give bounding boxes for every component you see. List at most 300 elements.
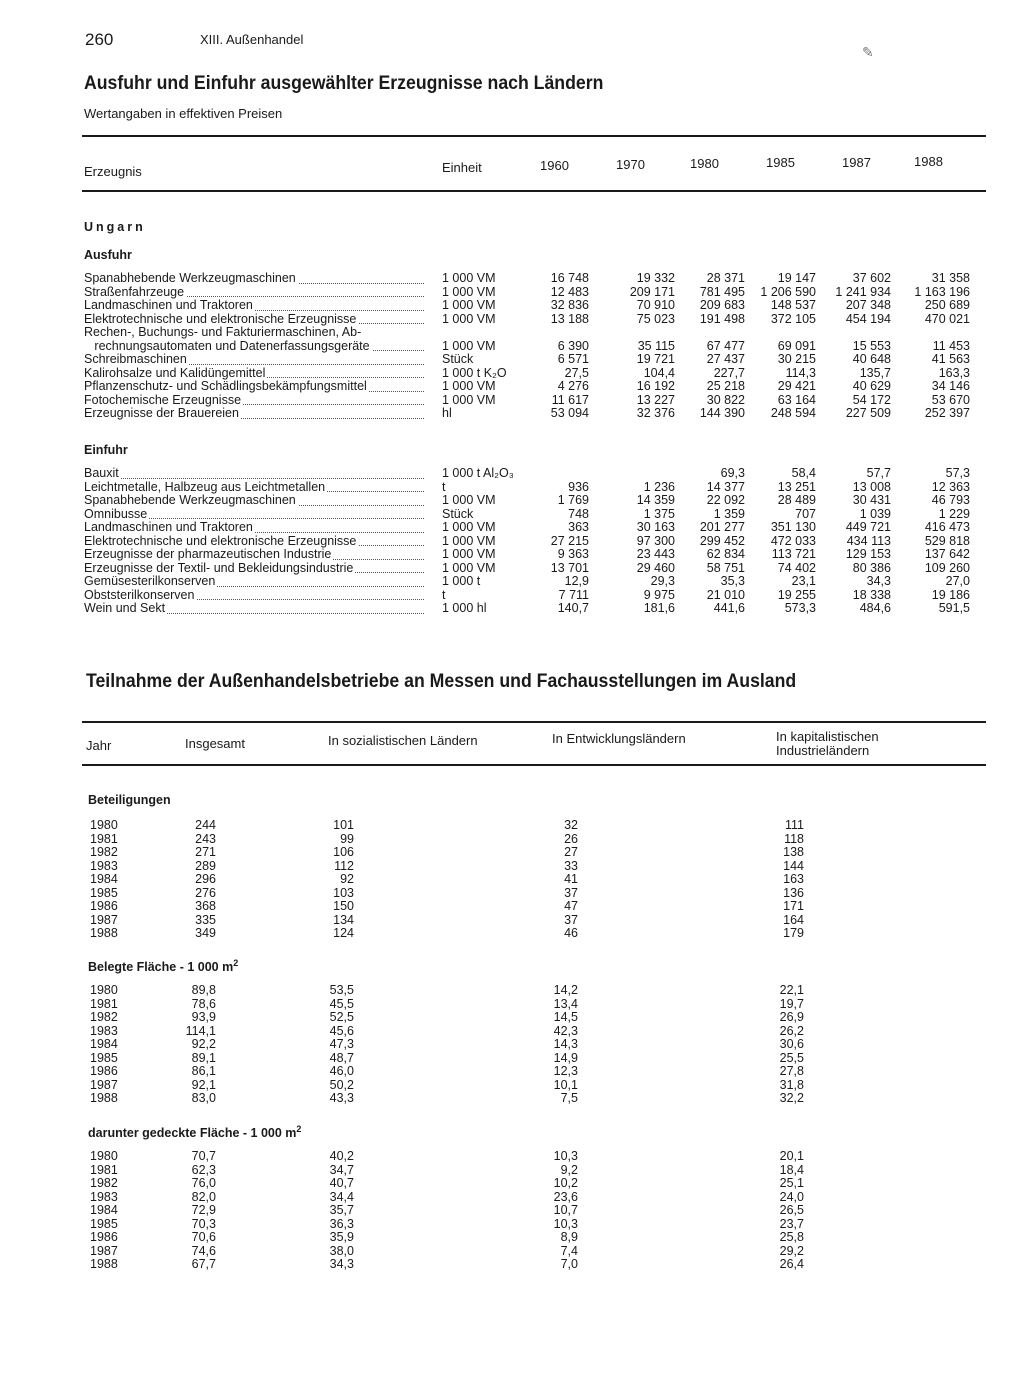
import-row [84, 575, 984, 589]
value-cell: 13,4 [553, 996, 578, 1011]
value-cell: 27 215 [550, 533, 589, 548]
value-cell: 70 910 [636, 298, 675, 312]
year-cell: 1981 [90, 996, 118, 1011]
unit-cell: 1 000 VM [442, 493, 496, 507]
value-cell: 19 332 [636, 271, 675, 285]
value-cell: 748 [568, 506, 589, 521]
value-cell: 11 453 [932, 338, 970, 353]
unit-cell: Stück [442, 352, 474, 366]
value-cell: 248 594 [770, 406, 816, 420]
value-cell: 484,6 [859, 601, 891, 615]
year-cell: 1988 [90, 1091, 118, 1105]
year-cell: 1988 [90, 1257, 118, 1271]
product-name: Wein und Sekt [84, 602, 424, 616]
year-cell: 1981 [90, 831, 118, 846]
export-row [84, 326, 984, 340]
table2-row [84, 927, 984, 941]
value-cell: 53 670 [931, 392, 970, 407]
col-header-1960: 1960 [540, 158, 569, 173]
unit-cell: 1 000 VM [442, 533, 496, 548]
value-cell: 31 358 [931, 271, 970, 285]
value-cell: 35,3 [720, 574, 745, 588]
value-cell: 27 437 [706, 352, 745, 366]
table2-top-rule [82, 721, 986, 723]
value-cell: 118 [784, 831, 804, 846]
table2-row [84, 1191, 984, 1205]
year-cell: 1980 [90, 983, 118, 997]
value-cell: 67,7 [191, 1257, 216, 1271]
value-cell: 35 115 [637, 338, 675, 353]
value-cell: 138 [783, 845, 804, 859]
value-cell: 104,4 [643, 365, 675, 380]
value-cell: 1 039 [859, 506, 891, 521]
value-cell: 13 227 [636, 392, 675, 407]
value-cell: 936 [568, 479, 589, 494]
value-cell: 16 748 [550, 271, 589, 285]
value-cell: 470 021 [924, 311, 970, 326]
value-cell: 4 276 [557, 379, 589, 393]
section-heading: Belegte Fläche - 1 000 $m^2$ [88, 958, 239, 975]
value-cell: 25,1 [779, 1176, 804, 1190]
value-cell: 18 338 [852, 587, 891, 602]
value-cell: 58,4 [791, 466, 816, 480]
value-cell: 45,5 [329, 996, 354, 1011]
export-row [84, 407, 984, 421]
value-cell: 781 495 [699, 284, 745, 299]
unit-cell: t [442, 587, 446, 602]
value-cell: 299 452 [699, 533, 745, 548]
value-cell: 134 [333, 912, 354, 927]
table2-row [84, 1177, 984, 1191]
value-cell: 591,5 [938, 601, 970, 615]
product-name: Erzeugnisse der Textil- und Bekleidungsindustrie [84, 562, 424, 576]
value-cell: 32 376 [636, 406, 675, 420]
value-cell: 29 421 [777, 379, 816, 393]
page-number: 260 [85, 30, 114, 49]
table2-row [84, 1052, 984, 1066]
value-cell: 46,0 [329, 1064, 354, 1078]
value-cell: 21 010 [706, 587, 745, 602]
unit-cell: 1 000 VM [442, 338, 496, 353]
value-cell: 252 397 [924, 406, 970, 420]
value-cell: 48,7 [329, 1050, 354, 1065]
value-cell: 24,0 [779, 1189, 804, 1204]
value-cell: 351 130 [770, 520, 816, 534]
value-cell: 26,2 [779, 1023, 804, 1038]
value-cell: 529 818 [924, 533, 970, 548]
value-cell: 12 483 [550, 284, 589, 299]
value-cell: 23 443 [636, 547, 675, 561]
value-cell: 18,4 [779, 1162, 804, 1177]
table2-row [84, 1038, 984, 1052]
value-cell: 101 [333, 818, 354, 832]
value-cell: 70,3 [191, 1216, 216, 1231]
product-name: Schreibmaschinen [84, 353, 424, 367]
value-cell: 114,1 [185, 1023, 216, 1038]
table2-row [84, 1231, 984, 1245]
value-cell: 36,3 [329, 1216, 354, 1231]
table2-row [84, 846, 984, 860]
value-cell: 244 [195, 818, 216, 832]
value-cell: 26,4 [779, 1257, 804, 1271]
table2-row [84, 1065, 984, 1079]
product-name: Pflanzenschutz- und Schädlingsbekämpfungsmittel [84, 380, 424, 394]
value-cell: 34,4 [329, 1189, 354, 1204]
value-cell: 106 [333, 845, 354, 859]
value-cell: 10,1 [553, 1077, 578, 1092]
unit-cell: 1 000 VM [442, 271, 496, 285]
value-cell: 76,0 [191, 1176, 216, 1190]
value-cell: 12,9 [564, 574, 589, 588]
col-header-1970: 1970 [616, 157, 645, 172]
value-cell: 335 [195, 912, 216, 927]
year-cell: 1980 [90, 1149, 118, 1163]
value-cell: 37 [564, 885, 578, 900]
value-cell: 29 460 [636, 560, 675, 575]
value-cell: 74 402 [777, 560, 816, 575]
value-cell: 27 [564, 845, 578, 859]
value-cell: 43,3 [329, 1091, 354, 1105]
value-cell: 47 [564, 899, 578, 913]
product-name: Fotochemische Erzeugnisse [84, 394, 424, 408]
table1-header-rule [82, 190, 986, 192]
value-cell: 103 [333, 885, 354, 900]
product-name: Erzeugnisse der pharmazeutischen Industrie [84, 548, 424, 562]
year-cell: 1987 [90, 912, 118, 927]
value-cell: 9,2 [560, 1162, 578, 1177]
chapter-title: XIII. Außenhandel [200, 32, 304, 47]
value-cell: 7 711 [558, 587, 589, 602]
unit-cell: 1 000 t [442, 574, 481, 588]
value-cell: 14,9 [553, 1050, 578, 1065]
year-cell: 1983 [90, 858, 118, 873]
import-table [84, 467, 984, 616]
value-cell: 25,5 [779, 1050, 804, 1065]
unit-cell: 1 000 VM [442, 311, 496, 326]
table2-row [84, 1079, 984, 1093]
value-cell: 28 489 [777, 493, 816, 507]
year-cell: 1982 [90, 845, 118, 859]
value-cell: 41 [564, 872, 578, 886]
col-header-1987: 1987 [842, 155, 871, 170]
section-heading: Beteiligungen [88, 793, 171, 807]
value-cell: 34,7 [329, 1162, 354, 1177]
value-cell: 6 571 [557, 352, 589, 366]
table2-row [84, 1092, 984, 1106]
table2-row [84, 914, 984, 928]
value-cell: 289 [195, 858, 216, 873]
export-row [84, 272, 984, 286]
value-cell: 57,3 [945, 466, 970, 480]
unit-cell: 1 000 VM [442, 520, 496, 534]
t2-header-kapitalistisch-1: In kapitalistischen [776, 729, 879, 744]
import-row [84, 589, 984, 603]
value-cell: 129 153 [845, 547, 891, 561]
product-name: Leichtmetalle, Halbzeug aus Leichtmetallen [84, 481, 424, 495]
unit-cell: 1 000 t Al₂O₃ [442, 466, 514, 480]
value-cell: 14,3 [553, 1037, 578, 1051]
import-row [84, 562, 984, 576]
value-cell: 276 [195, 885, 216, 900]
value-cell: 82,0 [191, 1189, 216, 1204]
value-cell: 58 751 [706, 560, 745, 575]
value-cell: 140,7 [557, 601, 589, 615]
import-row [84, 548, 984, 562]
table2-row [84, 1164, 984, 1178]
value-cell: 416 473 [924, 520, 970, 534]
value-cell: 209 683 [699, 298, 745, 312]
unit-cell: Stück [442, 506, 474, 521]
table2-row [84, 900, 984, 914]
value-cell: 9 363 [557, 547, 589, 561]
value-cell: 19 186 [931, 587, 970, 602]
value-cell: 14 377 [706, 479, 745, 494]
value-cell: 53 094 [550, 406, 589, 420]
value-cell: 250 689 [924, 298, 970, 312]
value-cell: 454 194 [845, 311, 891, 326]
table1-subtitle: Wertangaben in effektiven Preisen [84, 106, 283, 121]
section-rows [84, 1150, 984, 1272]
value-cell: 144 [783, 858, 804, 873]
export-row [84, 353, 984, 367]
value-cell: 83,0 [191, 1091, 216, 1105]
value-cell: 26,5 [779, 1203, 804, 1217]
t2-header-kapitalistisch-2: Industrieländern [776, 743, 870, 758]
product-name: Bauxit [84, 467, 424, 481]
value-cell: 148 537 [770, 298, 816, 312]
value-cell: 16 192 [636, 379, 675, 393]
value-cell: 92,1 [191, 1077, 216, 1092]
value-cell: 30 431 [852, 493, 891, 507]
value-cell: 32 [564, 818, 578, 832]
unit-cell: 1 000 VM [442, 392, 496, 407]
value-cell: 46 [564, 926, 578, 940]
value-cell: 42,3 [553, 1023, 578, 1038]
value-cell: 27,5 [564, 365, 589, 380]
unit-cell: 1 000 VM [442, 298, 496, 312]
value-cell: 47,3 [329, 1037, 354, 1051]
value-cell: 19 721 [636, 352, 675, 366]
product-name: Gemüsesterilkonserven [84, 575, 424, 589]
value-cell: 7,0 [560, 1257, 578, 1271]
product-name: Obststerilkonserven [84, 589, 424, 603]
value-cell: 31,8 [779, 1077, 804, 1092]
unit-cell: 1 000 VM [442, 547, 496, 561]
unit-cell: t [442, 479, 446, 494]
value-cell: 33 [564, 858, 578, 873]
value-cell: 89,8 [191, 983, 216, 997]
value-cell: 46 793 [931, 493, 970, 507]
value-cell: 89,1 [191, 1050, 216, 1065]
import-row [84, 521, 984, 535]
col-header-erzeugnis: Erzeugnis [84, 164, 142, 179]
product-name: Elektrotechnische und elektronische Erzeugnisse [84, 535, 424, 549]
year-cell: 1980 [90, 818, 118, 832]
value-cell: 349 [195, 926, 216, 940]
value-cell: 1 359 [713, 506, 745, 521]
value-cell: 34 146 [931, 379, 970, 393]
import-row [84, 467, 984, 481]
year-cell: 1986 [90, 1230, 118, 1244]
year-cell: 1988 [90, 926, 118, 940]
value-cell: 9 975 [643, 587, 675, 602]
value-cell: 10,7 [553, 1203, 578, 1217]
value-cell: 1 769 [557, 493, 589, 507]
value-cell: 45,6 [329, 1023, 354, 1038]
product-name: Straßenfahrzeuge [84, 286, 424, 300]
product-name: Landmaschinen und Traktoren [84, 521, 424, 535]
value-cell: 93,9 [191, 1010, 216, 1024]
import-heading: Einfuhr [84, 443, 128, 457]
value-cell: 13 701 [550, 560, 589, 575]
value-cell: 32,2 [779, 1091, 804, 1105]
table2-row [84, 1011, 984, 1025]
year-cell: 1983 [90, 1023, 118, 1038]
product-name: Rechen-, Buchungs- und Fakturiermaschinen, Ab- [84, 326, 362, 339]
value-cell: 164 [783, 912, 804, 927]
value-cell: 26 [564, 831, 578, 846]
value-cell: 74,6 [191, 1243, 216, 1258]
value-cell: 23,1 [791, 574, 816, 588]
year-cell: 1984 [90, 872, 118, 886]
export-row [84, 380, 984, 394]
year-cell: 1987 [90, 1243, 118, 1258]
value-cell: 22,1 [779, 983, 804, 997]
value-cell: 62,3 [191, 1162, 216, 1177]
table2-row [84, 1150, 984, 1164]
table2-row [84, 1204, 984, 1218]
value-cell: 92,2 [191, 1037, 216, 1051]
value-cell: 227,7 [713, 365, 745, 380]
year-cell: 1982 [90, 1010, 118, 1024]
year-cell: 1982 [90, 1176, 118, 1190]
value-cell: 181,6 [643, 601, 675, 615]
value-cell: 124 [333, 926, 354, 940]
value-cell: 32 836 [550, 298, 589, 312]
unit-cell: 1 000 VM [442, 379, 496, 393]
smudge-mark: ✎ [862, 44, 874, 60]
export-heading: Ausfuhr [84, 248, 132, 262]
table2-row [84, 984, 984, 998]
value-cell: 35,7 [329, 1203, 354, 1217]
section-heading: darunter gedeckte Fläche - 1 000 $m^2$ [88, 1124, 302, 1141]
value-cell: 227 509 [845, 406, 891, 420]
value-cell: 30 163 [636, 520, 675, 534]
value-cell: 150 [333, 899, 354, 913]
table2-row [84, 1025, 984, 1039]
year-cell: 1981 [90, 1162, 118, 1177]
product-name: Elektrotechnische und elektronische Erzeugnisse [84, 313, 424, 327]
value-cell: 19 255 [777, 587, 816, 602]
value-cell: 163,3 [938, 365, 970, 380]
t2-header-sozialistisch: In sozialistischen Ländern [328, 733, 478, 748]
value-cell: 135,7 [859, 365, 891, 380]
value-cell: 1 241 934 [835, 284, 891, 299]
value-cell: 114,3 [785, 365, 816, 380]
value-cell: 37 [564, 912, 578, 927]
value-cell: 209 171 [629, 284, 675, 299]
value-cell: 35,9 [329, 1230, 354, 1244]
year-cell: 1986 [90, 1064, 118, 1078]
value-cell: 207 348 [845, 298, 891, 312]
product-name: Spanabhebende Werkzeugmaschinen [84, 272, 424, 286]
year-cell: 1983 [90, 1189, 118, 1204]
unit-cell: hl [442, 406, 452, 420]
value-cell: 12 363 [931, 479, 970, 494]
value-cell: 27,8 [779, 1064, 804, 1078]
value-cell: 26,9 [779, 1010, 804, 1024]
product-name: Landmaschinen und Traktoren [84, 299, 424, 313]
table2-row [84, 873, 984, 887]
value-cell: 368 [195, 899, 216, 913]
value-cell: 10,3 [553, 1149, 578, 1163]
value-cell: 20,1 [779, 1149, 804, 1163]
table1-top-rule [82, 135, 986, 137]
value-cell: 296 [195, 872, 216, 886]
value-cell: 86,1 [191, 1064, 216, 1078]
value-cell: 12,3 [553, 1064, 578, 1078]
value-cell: 1 163 196 [914, 284, 970, 299]
table2-row [84, 887, 984, 901]
col-header-1980: 1980 [690, 156, 719, 171]
value-cell: 372 105 [770, 311, 816, 326]
value-cell: 63 164 [777, 392, 816, 407]
table2-row [84, 1258, 984, 1272]
value-cell: 271 [195, 845, 216, 859]
t2-header-entwicklung: In Entwicklungsländern [552, 731, 686, 746]
value-cell: 29,3 [650, 574, 675, 588]
value-cell: 41 563 [931, 352, 970, 366]
unit-cell: 1 000 t K₂O [442, 365, 507, 380]
value-cell: 54 172 [852, 392, 891, 407]
value-cell: 163 [783, 872, 804, 886]
value-cell: 19 147 [777, 271, 816, 285]
import-row [84, 481, 984, 495]
table2-row [84, 1218, 984, 1232]
value-cell: 40 648 [852, 352, 891, 366]
export-row [84, 367, 984, 381]
value-cell: 13 008 [852, 479, 891, 494]
value-cell: 363 [568, 520, 589, 534]
value-cell: 1 236 [643, 479, 675, 494]
product-name: rechnungsautomaten und Datenerfassungsgeräte [84, 340, 424, 354]
value-cell: 11 617 [551, 392, 589, 407]
dot-leader [84, 478, 424, 479]
value-cell: 10,2 [553, 1176, 578, 1190]
value-cell: 137 642 [924, 547, 970, 561]
value-cell: 53,5 [329, 983, 354, 997]
value-cell: 62 834 [706, 547, 745, 561]
value-cell: 112 [334, 858, 354, 873]
unit-cell: 1 000 VM [442, 284, 496, 299]
value-cell: 14,5 [553, 1010, 578, 1024]
value-cell: 34,3 [329, 1257, 354, 1271]
value-cell: 449 721 [845, 520, 891, 534]
value-cell: 573,3 [784, 601, 816, 615]
value-cell: 70,7 [191, 1149, 216, 1163]
value-cell: 30,6 [779, 1037, 804, 1051]
export-row [84, 313, 984, 327]
value-cell: 38,0 [329, 1243, 354, 1258]
export-row [84, 394, 984, 408]
year-cell: 1985 [90, 885, 118, 900]
value-cell: 1 229 [938, 506, 970, 521]
unit-cell: 1 000 hl [442, 601, 487, 615]
value-cell: 434 113 [846, 533, 891, 548]
value-cell: 67 477 [706, 338, 745, 353]
country-heading: Ungarn [84, 220, 146, 234]
value-cell: 14 359 [636, 493, 675, 507]
